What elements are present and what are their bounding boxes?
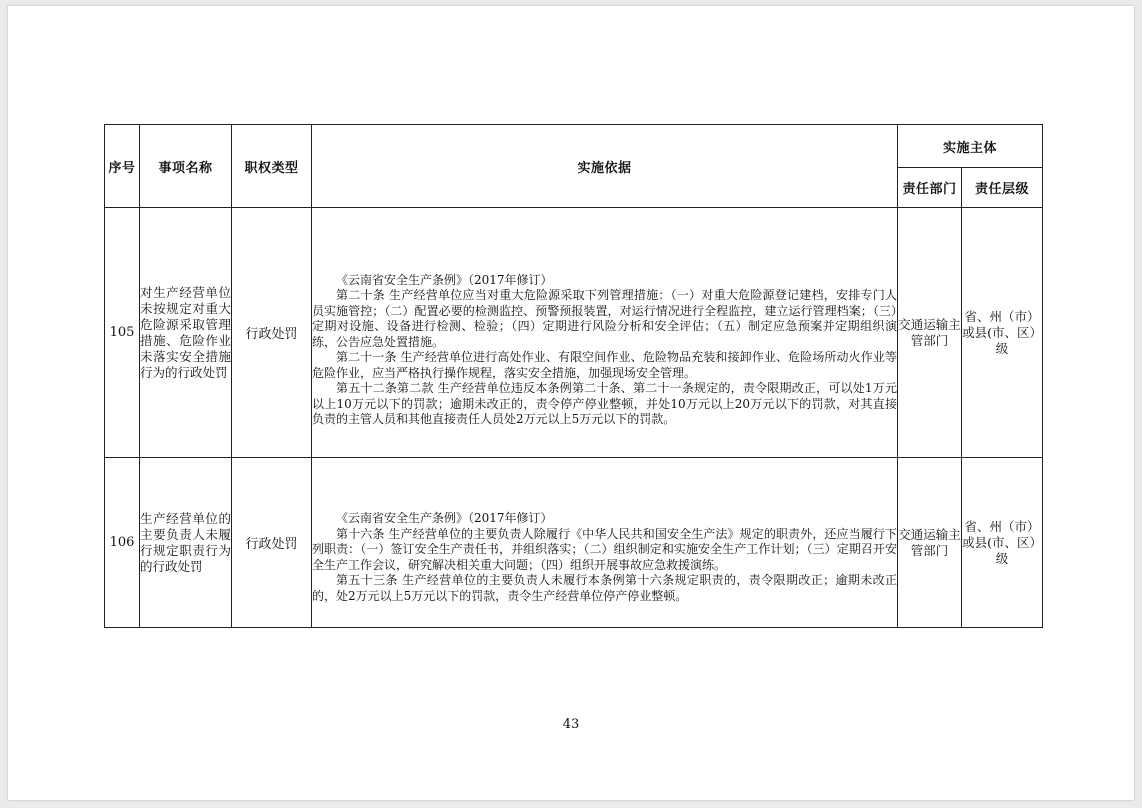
row-level: 省、州（市）或县(市、区）级	[962, 458, 1043, 628]
basis-paragraph: 《云南省安全生产条例》（2017年修订）	[336, 272, 553, 287]
row-level: 省、州（市）或县(市、区）级	[962, 208, 1043, 458]
header-dept: 责任部门	[898, 168, 962, 208]
basis-paragraph: 第五十三条 生产经营单位的主要负责人未履行本条例第十六条规定职责的，责令限期改正；逾期未改正的，处2万元以上5万元以下的罚款，责令生产经营单位停产停业整顿。	[312, 573, 897, 603]
header-seq: 序号	[105, 125, 140, 208]
row-basis	[312, 208, 898, 458]
row-power-type: 行政处罚	[232, 208, 312, 458]
row-power-type: 行政处罚	[232, 458, 312, 628]
header-level: 责任层级	[962, 168, 1043, 208]
row-dept: 交通运输主管部门	[898, 458, 962, 628]
header-basis: 实施依据	[312, 125, 898, 208]
table-row	[105, 458, 1043, 628]
row-item-name: 对生产经营单位未按规定对重大危险源采取管理措施、危险作业未落实安全措施行为的行政处罚	[140, 208, 232, 458]
regulation-table	[104, 124, 1043, 628]
page-number: 43	[562, 717, 580, 732]
table-row	[105, 208, 1043, 458]
row-item-name: 生产经营单位的主要负责人未履行规定职责行为的行政处罚	[140, 458, 232, 628]
basis-paragraph: 第二十一条 生产经营单位进行高处作业、有限空间作业、危险物品充装和接卸作业、危险场所动火作业等危险作业，应当严格执行操作规程，落实安全措施，加强现场安全管理。	[312, 350, 897, 380]
header-item-name: 事项名称	[140, 125, 232, 208]
row-seq: 105	[105, 208, 140, 458]
row-basis	[312, 458, 898, 628]
basis-paragraph: 第五十二条第二款 生产经营单位违反本条例第二十条、第二十一条规定的，责令限期改正，可以处1万元以上10万元以下的罚款；逾期未改正的，责令停产停业整顿，并处10万元以上20万元以下的罚款，对其直接负责的主管人员和其他直接责任人员处2万元以上5万元以下的罚款。	[312, 381, 897, 426]
row-dept: 交通运输主管部门	[898, 208, 962, 458]
basis-paragraph: 《云南省安全生产条例》（2017年修订）	[336, 511, 553, 525]
header-subject: 实施主体	[898, 125, 1043, 168]
basis-paragraph: 第十六条 生产经营单位的主要负责人除履行《中华人民共和国安全生产法》规定的职责外，还应当履行下列职责：（一）签订安全生产责任书，并组织落实；（二）组织制定和实施安全生产工作计划；（三）定期召开安全生产工作会议，研究解决相关重大问题；（四）组织开展事故应急救援演练。	[312, 526, 897, 572]
document-page	[8, 6, 1134, 800]
basis-paragraph: 第二十条 生产经营单位应当对重大危险源采取下列管理措施：（一）对重大危险源登记建档，安排专门人员实施管控；（二）配置必要的检测监控、预警预报装置，对运行情况进行全程监控，建立运行管理档案；（三）定期对设施、设备进行检测、检验；（四）定期进行风险分析和安全评估；（五）制定应急预案并定期组织演练，公告应急处置措施。	[312, 288, 897, 349]
header-power-type: 职权类型	[232, 125, 312, 208]
row-seq: 106	[105, 458, 140, 628]
